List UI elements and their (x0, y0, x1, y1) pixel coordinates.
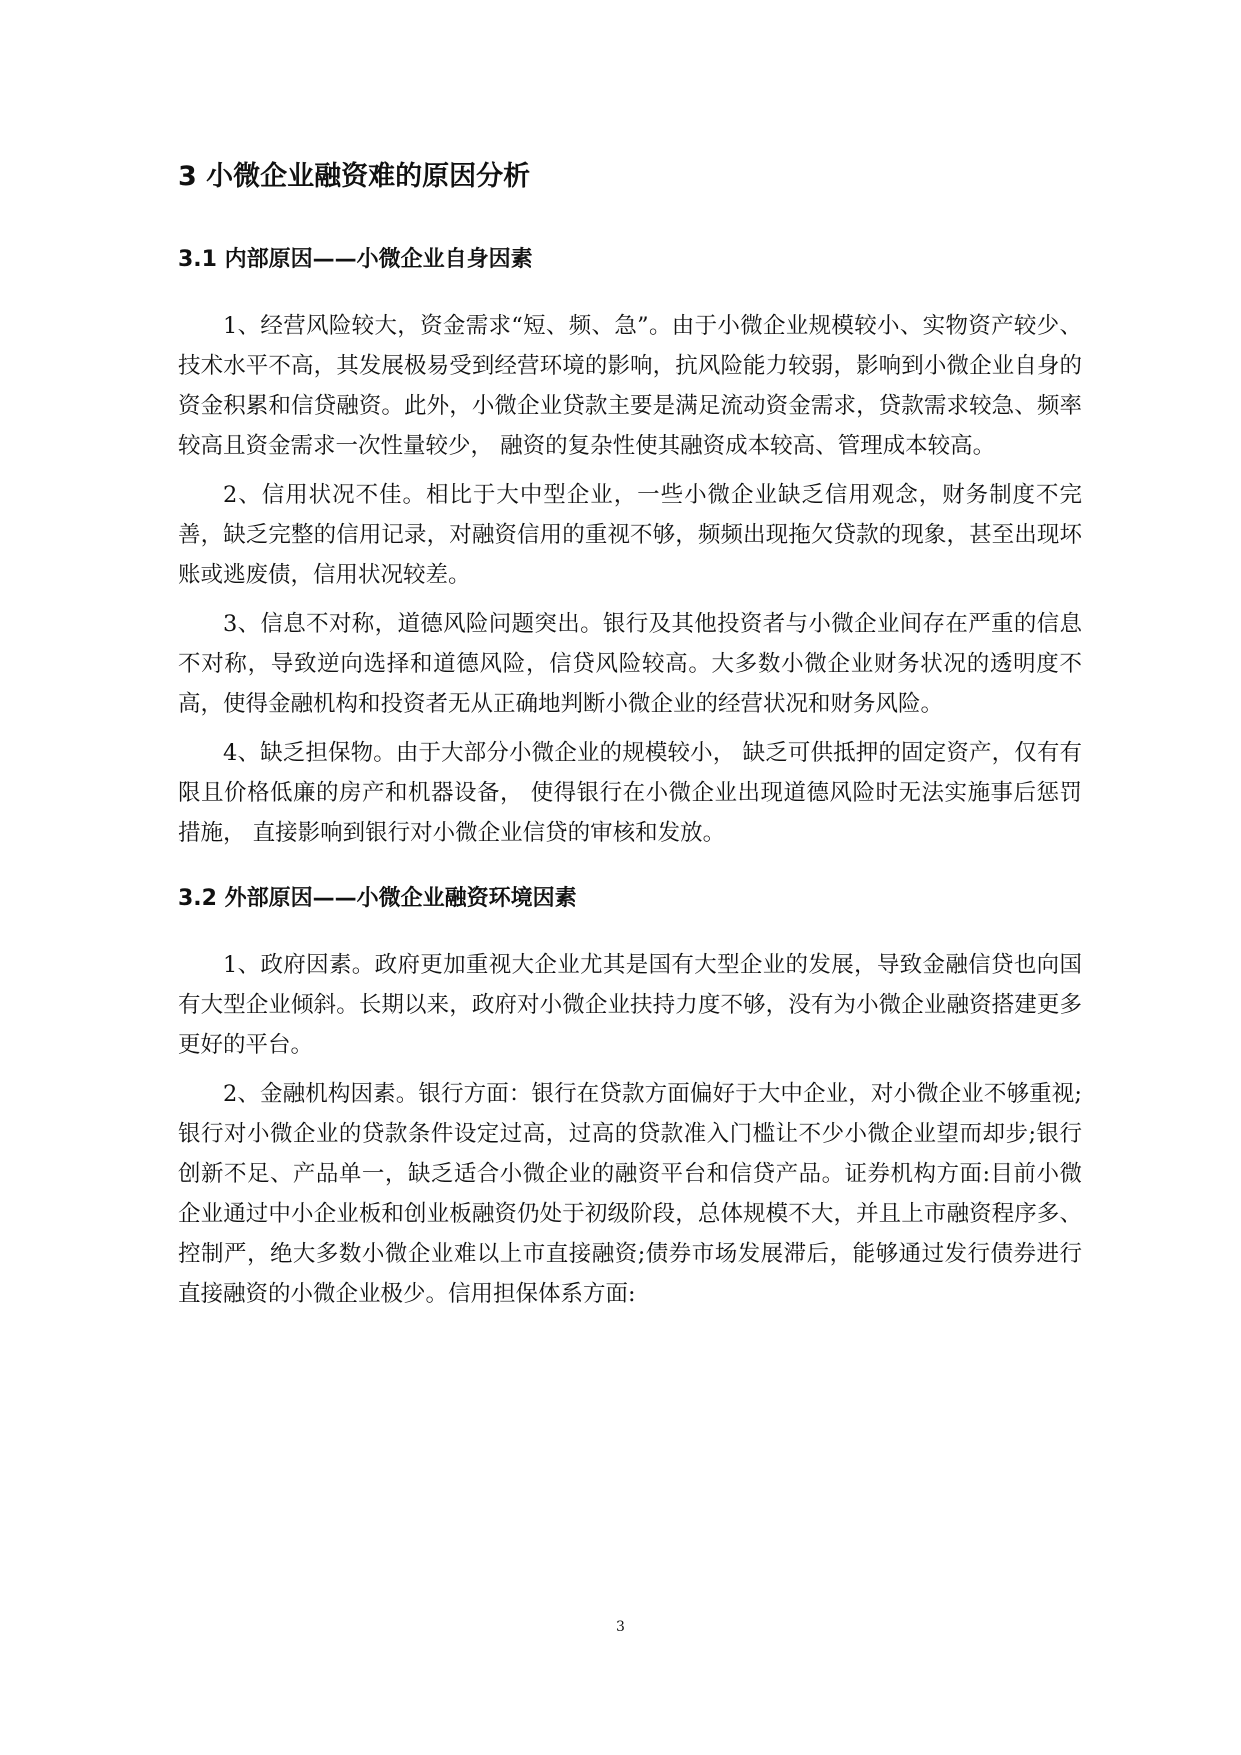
section-body-external (178, 945, 1082, 1314)
page-content (178, 158, 1082, 1323)
paragraph: 1、经营风险较大，资金需求“短、频、急”。由于小微企业规模较小、实物资产较少、技术水平不高，其发展极易受到经营环境的影响，抗风险能力较弱，影响到小微企业自身的资金积累和信贷融资。此外，小微企业贷款主要是满足流动资金需求，贷款需求较急、频率较高且资金需求一次性量较少， 融资的复杂性使其融资成本较高、管理成本较高。 (178, 313, 1082, 459)
section-heading-internal: 3.1 内部原因——小微企业自身因素 (178, 247, 533, 272)
section-heading-external: 3.2 外部原因——小微企业融资环境因素 (178, 886, 577, 911)
page-number: 3 (616, 1619, 625, 1635)
paragraph: 2、信用状况不佳。相比于大中型企业，一些小微企业缺乏信用观念，财务制度不完善，缺乏完整的信用记录，对融资信用的重视不够，频频出现拖欠贷款的现象，甚至出现坏账或逃废债，信用状况较差。 (178, 482, 1082, 588)
chapter-title: 3 小微企业融资难的原因分析 (178, 161, 531, 192)
paragraph: 1、政府因素。政府更加重视大企业尤其是国有大型企业的发展，导致金融信贷也向国有大型企业倾斜。长期以来，政府对小微企业扶持力度不够，没有为小微企业融资搭建更多更好的平台。 (178, 952, 1082, 1058)
section-body-internal (178, 306, 1082, 853)
paragraph: 4、缺乏担保物。由于大部分小微企业的规模较小， 缺乏可供抵押的固定资产，仅有有限且价格低廉的房产和机器设备， 使得银行在小微企业出现道德风险时无法实施事后惩罚措施， 直接影响到银行对小微企业信贷的审核和发放。 (178, 740, 1082, 846)
paragraph: 2、金融机构因素。银行方面：银行在贷款方面偏好于大中企业，对小微企业不够重视;银行对小微企业的贷款条件设定过高，过高的贷款准入门槛让不少小微企业望而却步;银行创新不足、产品单一，缺乏适合小微企业的融资平台和信贷产品。证券机构方面:目前小微企业通过中小企业板和创业板融资仍处于初级阶段，总体规模不大，并且上市融资程序多、控制严，绝大多数小微企业难以上市直接融资;债券市场发展滞后，能够通过发行债券进行直接融资的小微企业极少。信用担保体系方面: (178, 1081, 1082, 1307)
paragraph: 3、信息不对称，道德风险问题突出。银行及其他投资者与小微企业间存在严重的信息不对称，导致逆向选择和道德风险，信贷风险较高。大多数小微企业财务状况的透明度不高，使得金融机构和投资者无从正确地判断小微企业的经营状况和财务风险。 (178, 611, 1082, 717)
